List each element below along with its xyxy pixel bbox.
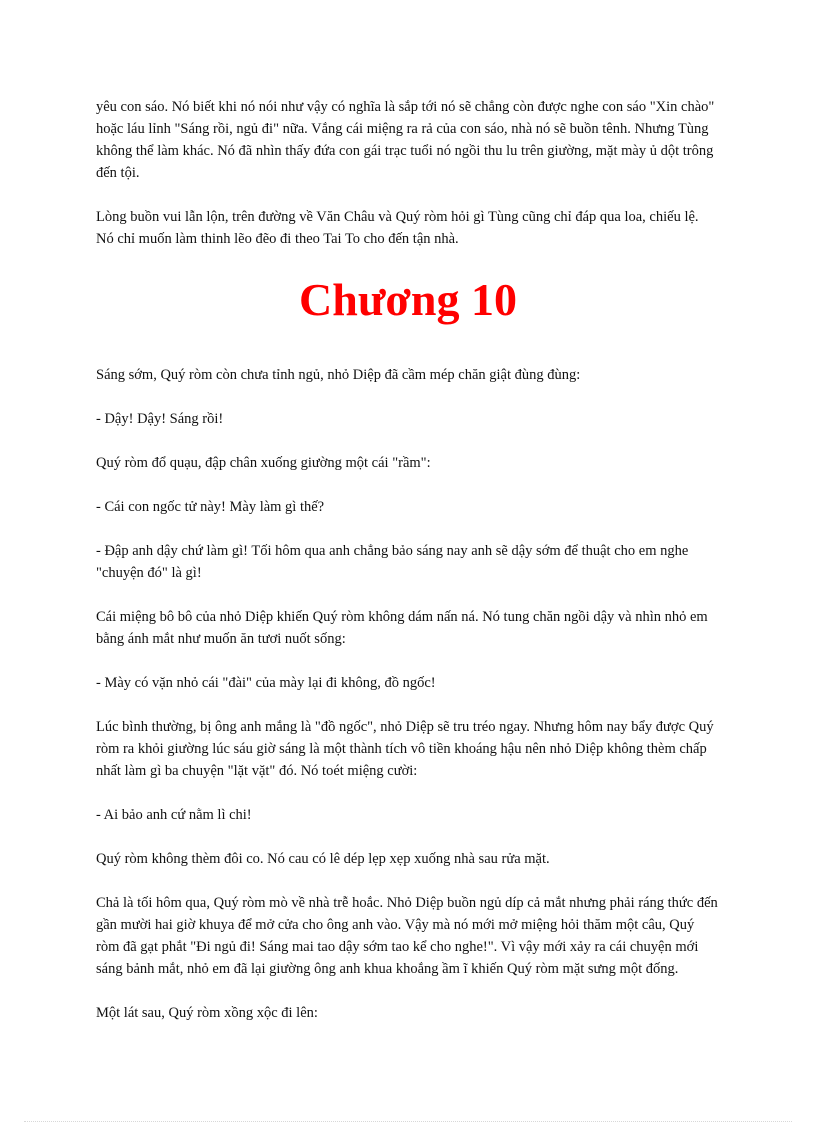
body-paragraph: - Mày có vặn nhỏ cái "đài" của mày lại đi không, đồ ngốc!: [96, 675, 436, 691]
intro-paragraph-2: Lòng buồn vui lẫn lộn, trên đường về Văn Châu và Quý ròm hỏi gì Tùng cũng chỉ đáp qua loa, chiếu lệ.: [96, 209, 699, 225]
body-paragraph: Chả là tối hôm qua, Quý ròm mò về nhà trễ hoắc. Nhỏ Diệp buồn ngủ díp cả mắt nhưng phải ráng thức đến gần mười hai giờ khuya để mở cửa cho ông anh vào. Vậy mà nó mới mở miệng hỏi thăm một câu, Quý ròm đã gạt phắt "Đi ngủ đi! Sáng mai tao dậy sớm tao kể cho nghe!". Vì vậy mới xảy ra cái chuyện mới sáng bảnh mắt, nhỏ em đã lại giường ông anh khua khoắng ầm ĩ khiến Quý ròm mặt sưng một đống.: [96, 895, 718, 977]
body-paragraph: Quý ròm đổ quạu, đập chân xuống giường một cái "rầm":: [96, 455, 431, 471]
body-paragraph: Sáng sớm, Quý ròm còn chưa tỉnh ngủ, nhỏ Diệp đã cầm mép chăn giật đùng đùng:: [96, 367, 581, 383]
body-paragraph: Cái miệng bô bô của nhỏ Diệp khiến Quý ròm không dám nấn ná. Nó tung chăn ngồi dậy và nhìn nhỏ em bằng ánh mắt như muốn ăn tươi nuốt sống:: [96, 609, 708, 647]
body-paragraph: Một lát sau, Quý ròm xồng xộc đi lên:: [96, 1005, 318, 1021]
chapter-title: Chương 10: [299, 274, 517, 325]
body-paragraph: - Đập anh dậy chứ làm gì! Tối hôm qua anh chẳng bảo sáng nay anh sẽ dậy sớm để thuật cho em nghe "chuyện đó" là gì!: [96, 543, 689, 581]
body-paragraph: - Cái con ngốc tử này! Mày làm gì thế?: [96, 499, 325, 515]
body-paragraph: - Ai bảo anh cứ nằm lì chi!: [96, 807, 252, 823]
intro-paragraph-3: Nó chỉ muốn làm thinh lẽo đẽo đi theo Tai To cho đến tận nhà.: [96, 231, 459, 247]
page-bottom-rule: [24, 1121, 792, 1122]
intro-paragraph-1: yêu con sáo. Nó biết khi nó nói như vậy có nghĩa là sắp tới nó sẽ chẳng còn được nghe con sáo "Xin chào" hoặc láu lỉnh "Sáng rồi, ngủ đi" nữa. Vắng cái miệng ra rả của con sáo, nhà nó sẽ buồn tênh. Nhưng Tùng không thể làm khác. Nó đã nhìn thấy đứa con gái trạc tuổi nó ngồi thu lu trên giường, mặt mày ủ dột trông đến tội.: [96, 99, 715, 181]
document-page: [96, 96, 720, 1046]
body-paragraph: Lúc bình thường, bị ông anh mắng là "đồ ngốc", nhỏ Diệp sẽ tru tréo ngay. Nhưng hôm nay bẩy được Quý ròm ra khỏi giường lúc sáu giờ sáng là một thành tích vô tiền khoáng hậu nên nhỏ Diệp không thèm chấp nhất làm gì ba chuyện "lặt vặt" đó. Nó toét miệng cười:: [96, 719, 714, 779]
body-paragraph: - Dậy! Dậy! Sáng rồi!: [96, 411, 224, 427]
body-paragraph: Quý ròm không thèm đôi co. Nó cau có lê dép lẹp xẹp xuống nhà sau rửa mặt.: [96, 851, 550, 867]
